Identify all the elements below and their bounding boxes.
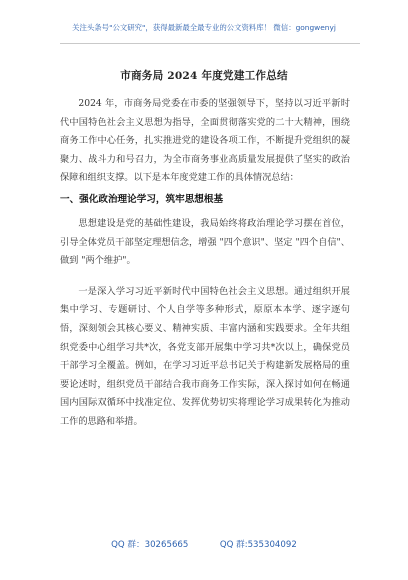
footer-qq-group-1: QQ 群：30265665 <box>111 540 189 550</box>
section-1-paragraph-1: 思想建设是党的基础性建设，我局始终将政治理论学习摆在首位，引导全体党员干部坚定理想信念，增强 "四个意识"、坚定 "四个自信"、做到 "两个维护"。 <box>60 217 350 267</box>
header-banner: 关注头条号"公文研究"，获得最新最全最专业的公文资料库！ 微信：gongwenyj <box>72 23 336 32</box>
intro-paragraph: 2024 年，市商务局党委在市委的坚强领导下，坚持以习近平新时代中国特色社会主义思想为指导，全面贯彻落实党的二十大精神，围绕商务工作中心任务，扎实推进党的建设各项工作，不断提升党组织的凝聚力、战斗力和号召力，为全市商务事业高质量发展提供了坚实的政治保障和组织支撑。以下是本年度党建工作的具体情况总结： <box>60 98 350 184</box>
document-title: 市商务局 2024 年度党建工作总结 <box>120 70 288 82</box>
section-heading-1: 一、强化政治理论学习，筑牢思想根基 <box>60 193 224 205</box>
paragraph-spacer <box>60 271 350 283</box>
section-1-paragraph-2: 一是深入学习习近平新时代中国特色社会主义思想。通过组织开展集中学习、专题研讨、个人自学等多种形式，原原本本学、逐字逐句悟，深刻领会其核心要义、精神实质、丰富内涵和实践要求。全年共组织党委中心组学习共*次，各党支部开展集中学习共*次以上，确保党员干部学习全覆盖。例如，在学习习近平总书记关于构建新发展格局的重要论述时，组织党员干部结合我市商务工作实际，深入探讨如何在畅通国内国际双循环中找准定位、发挥优势切实将理论学习成果转化为推动工作的思路和举措。 <box>60 285 350 427</box>
document-body <box>60 95 350 432</box>
footer-qq-group-2: QQ 群:535304092 <box>219 540 297 550</box>
header-divider <box>60 43 360 44</box>
footer <box>0 538 408 550</box>
